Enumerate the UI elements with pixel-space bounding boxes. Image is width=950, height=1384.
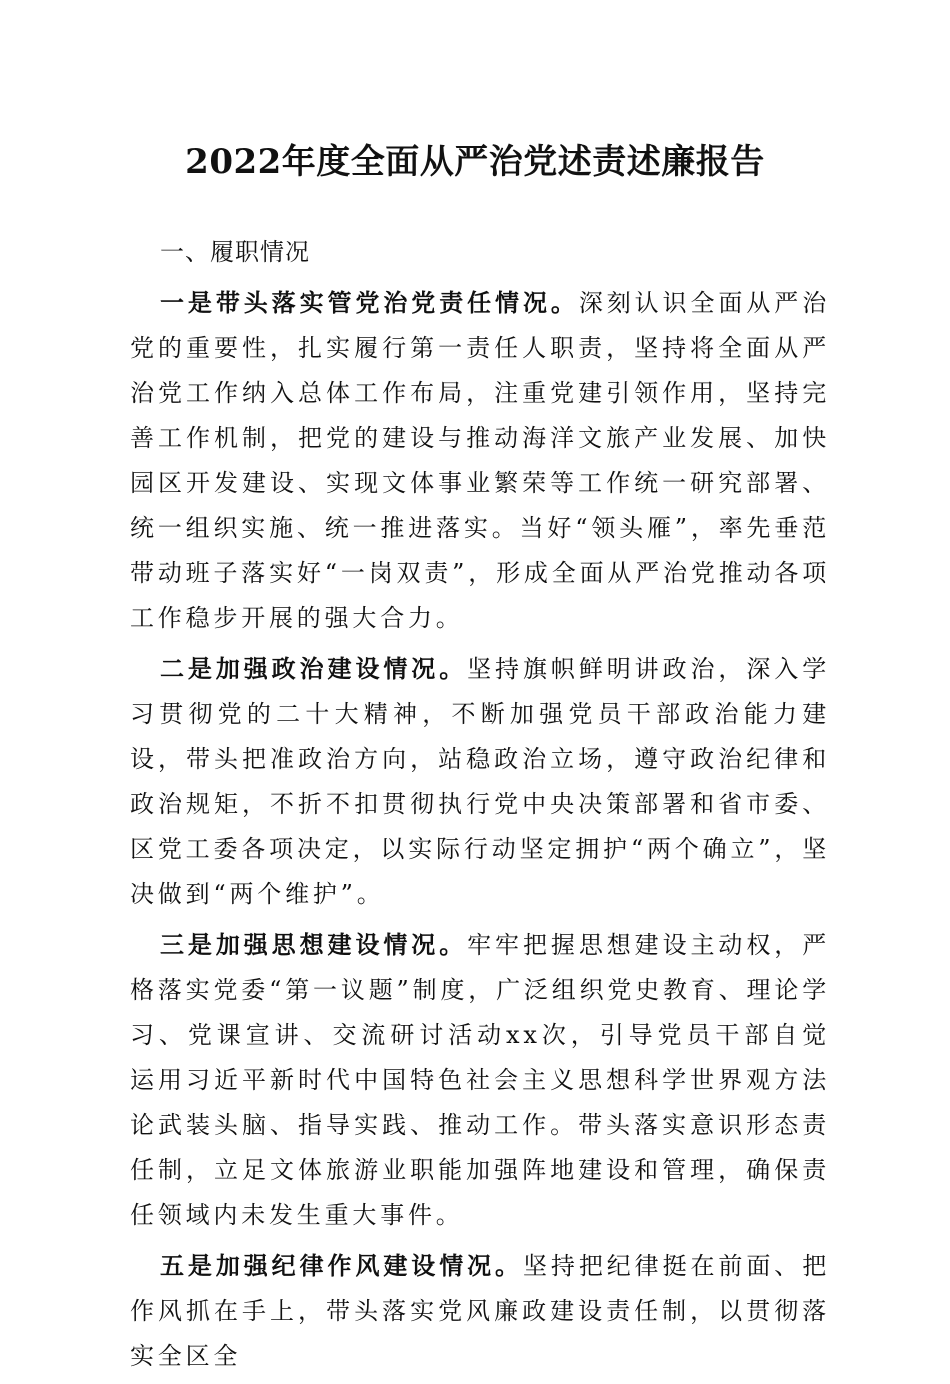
paragraph-4 xyxy=(130,1243,830,1379)
paragraph-lead: 五是加强纪律作风建设情况。 xyxy=(160,1251,523,1280)
paragraph-text: 深刻认识全面从严治党的重要性，扎实履行第一责任人职责，坚持将全面从严治党工作纳入总体工作布局，注重党建引领作用，坚持完善工作机制，把党的建设与推动海洋文旅产业发展、加快园区开发建设、实现文体事业繁荣等工作统一研究部署、统一组织实施、统一推进落实。当好“领头雁”，率先垂范带动班子落实好“一岗双责”，形成全面从严治党推动各项工作稳步开展的强大合力。 xyxy=(130,289,831,632)
document-title: 2022年度全面从严治党述责述廉报告 xyxy=(185,142,765,182)
paragraph-3 xyxy=(130,922,830,1238)
paragraph-2 xyxy=(130,646,830,917)
section-heading: 一、履职情况 xyxy=(160,238,310,266)
paragraph-lead: 二是加强政治建设情况。 xyxy=(160,654,468,683)
paragraph-1 xyxy=(130,280,830,641)
paragraph-lead: 三是加强思想建设情况。 xyxy=(160,930,468,959)
paragraph-text: 坚持旗帜鲜明讲政治，深入学习贯彻党的二十大精神，不断加强党员干部政治能力建设，带头把准政治方向，站稳政治立场，遵守政治纪律和政治规矩，不折不扣贯彻执行党中央决策部署和省市委、区党工委各项决定，以实际行动坚定拥护“两个确立”，坚决做到“两个维护”。 xyxy=(130,655,830,908)
paragraph-lead: 一是带头落实管党治党责任情况。 xyxy=(160,288,579,317)
document-body xyxy=(130,230,830,1384)
paragraph-text: 坚持把纪律挺在前面、把作风抓在手上，带头落实党风廉政建设责任制，以贯彻落实全区全 xyxy=(130,1252,830,1370)
paragraph-text: 牢牢把握思想建设主动权，严格落实党委“第一议题”制度，广泛组织党史教育、理论学习、党课宣讲、交流研讨活动xx次，引导党员干部自觉运用习近平新时代中国特色社会主义思想科学世界观方法论武装头脑、指导实践、推动工作。带头落实意识形态责任制，立足文体旅游业职能加强阵地建设和管理，确保责任领域内未发生重大事件。 xyxy=(130,931,830,1229)
